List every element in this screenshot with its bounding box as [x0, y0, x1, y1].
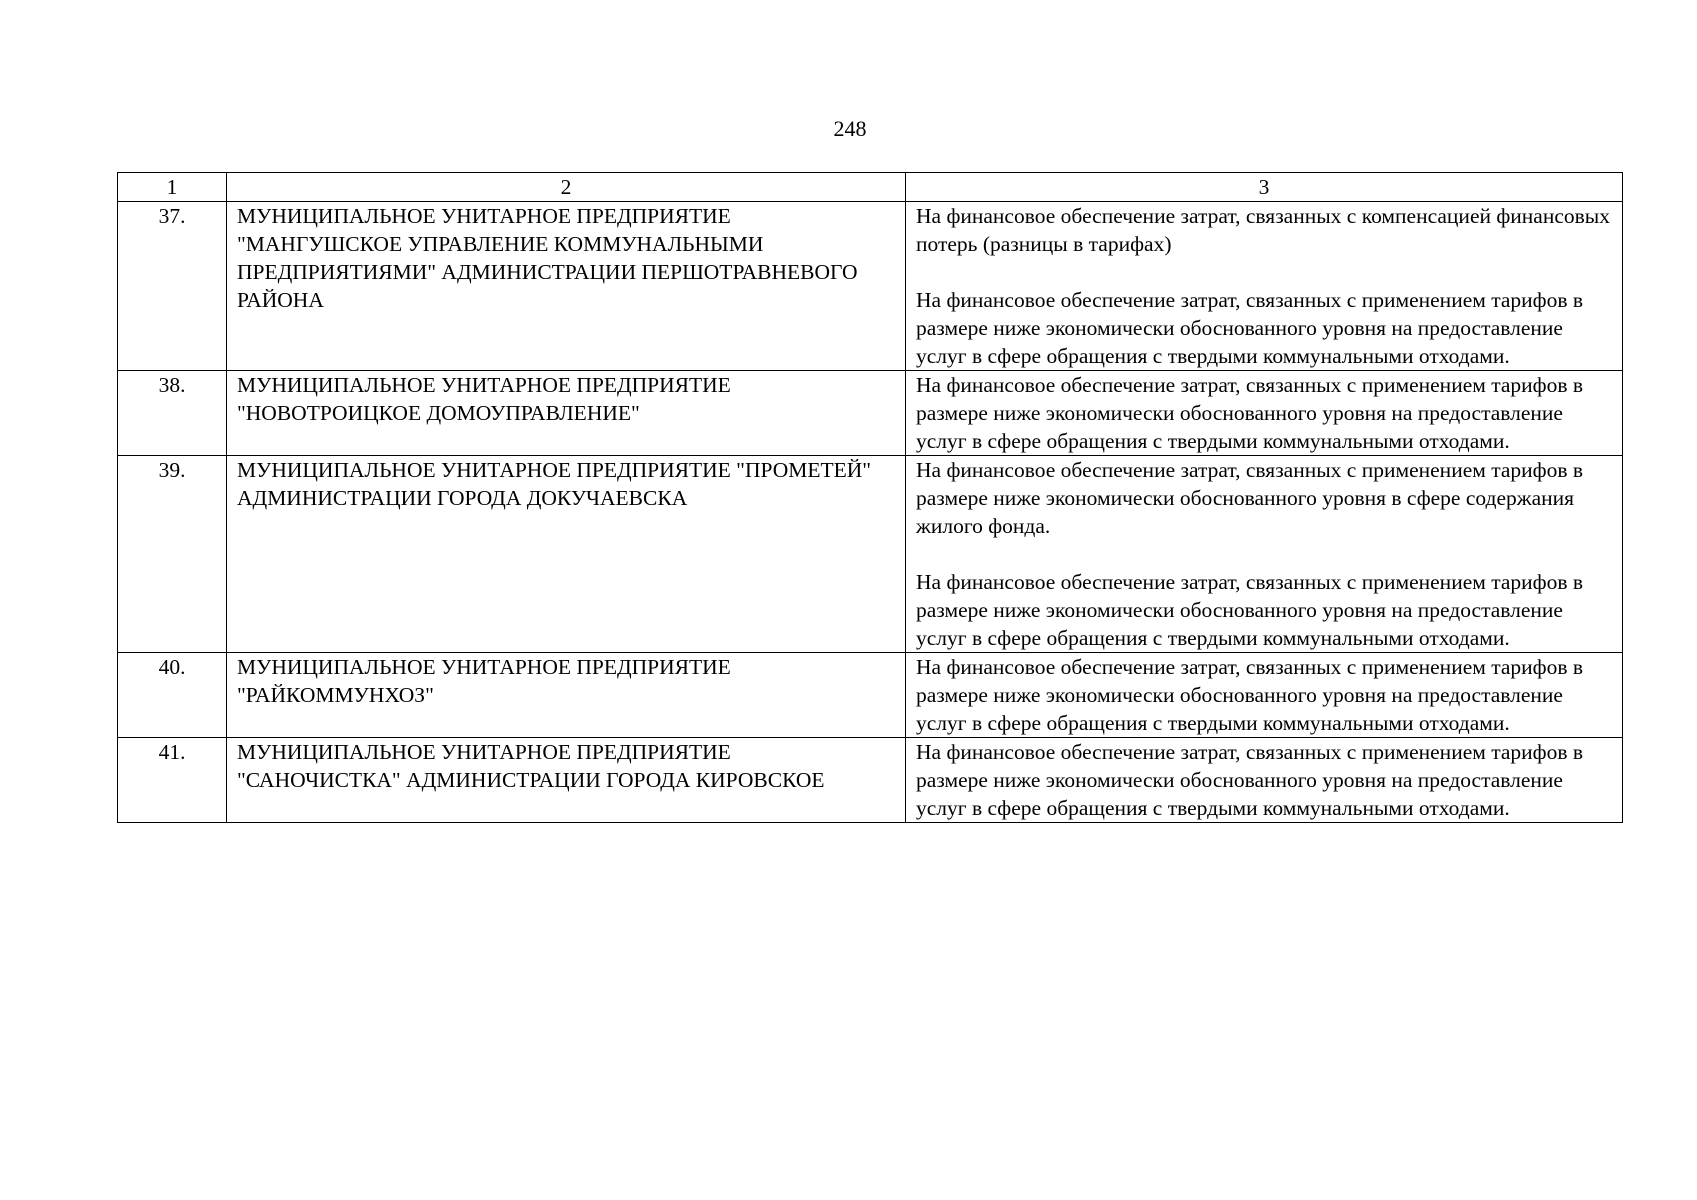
organization-name: МУНИЦИПАЛЬНОЕ УНИТАРНОЕ ПРЕДПРИЯТИЕ "ПРОМЕТЕЙ" АДМИНИСТРАЦИИ ГОРОДА ДОКУЧАЕВСКА — [227, 456, 906, 653]
column-header-1: 1 — [118, 173, 227, 202]
page-number: 248 — [833, 116, 867, 141]
purpose-cell — [906, 371, 1623, 456]
purpose-text: На финансовое обеспечение затрат, связанных с применением тарифов в размере ниже экономически обоснованного уровня на предоставление услуг в сфере обращения с твердыми коммунальными отходами. — [916, 373, 1584, 453]
purpose-text: На финансовое обеспечение затрат, связанных с применением тарифов в размере ниже экономически обоснованного уровня в сфере содержания жилого фонда. — [916, 458, 1584, 538]
purpose-text: На финансовое обеспечение затрат, связанных с компенсацией финансовых потерь (разницы в тарифах) — [916, 204, 1610, 256]
table-row — [118, 738, 1623, 823]
column-header-2: 2 — [227, 173, 906, 202]
purpose-text: На финансовое обеспечение затрат, связанных с применением тарифов в размере ниже экономически обоснованного уровня на предоставление услуг в сфере обращения с твердыми коммунальными отходами. — [916, 288, 1584, 368]
row-number: 38. — [118, 371, 227, 456]
purpose-cell — [906, 653, 1623, 738]
table-row — [118, 456, 1623, 653]
header-row — [118, 173, 1623, 202]
purpose-cell — [906, 738, 1623, 823]
row-number: 40. — [118, 653, 227, 738]
organization-name: МУНИЦИПАЛЬНОЕ УНИТАРНОЕ ПРЕДПРИЯТИЕ "НОВОТРОИЦКОЕ ДОМОУПРАВЛЕНИЕ" — [227, 371, 906, 456]
row-number: 37. — [118, 202, 227, 371]
purpose-cell — [906, 202, 1623, 371]
column-header-3: 3 — [906, 173, 1623, 202]
subsidy-table — [117, 172, 1623, 823]
purpose-text: На финансовое обеспечение затрат, связанных с применением тарифов в размере ниже экономически обоснованного уровня на предоставление услуг в сфере обращения с твердыми коммунальными отходами. — [916, 570, 1584, 650]
purpose-cell — [906, 456, 1623, 653]
row-number: 39. — [118, 456, 227, 653]
organization-name: МУНИЦИПАЛЬНОЕ УНИТАРНОЕ ПРЕДПРИЯТИЕ "САНОЧИСТКА" АДМИНИСТРАЦИИ ГОРОДА КИРОВСКОЕ — [227, 738, 906, 823]
organization-name: МУНИЦИПАЛЬНОЕ УНИТАРНОЕ ПРЕДПРИЯТИЕ "МАНГУШСКОЕ УПРАВЛЕНИЕ КОММУНАЛЬНЫМИ ПРЕДПРИЯТИЯМИ" АДМИНИСТРАЦИИ ПЕРШОТРАВНЕВОГО РАЙОНА — [227, 202, 906, 371]
purpose-text: На финансовое обеспечение затрат, связанных с применением тарифов в размере ниже экономически обоснованного уровня на предоставление услуг в сфере обращения с твердыми коммунальными отходами. — [916, 655, 1584, 735]
table-row — [118, 371, 1623, 456]
row-number: 41. — [118, 738, 227, 823]
purpose-text: На финансовое обеспечение затрат, связанных с применением тарифов в размере ниже экономически обоснованного уровня на предоставление услуг в сфере обращения с твердыми коммунальными отходами. — [916, 740, 1584, 820]
table-row — [118, 653, 1623, 738]
organization-name: МУНИЦИПАЛЬНОЕ УНИТАРНОЕ ПРЕДПРИЯТИЕ "РАЙКОММУНХОЗ" — [227, 653, 906, 738]
table-row — [118, 202, 1623, 371]
